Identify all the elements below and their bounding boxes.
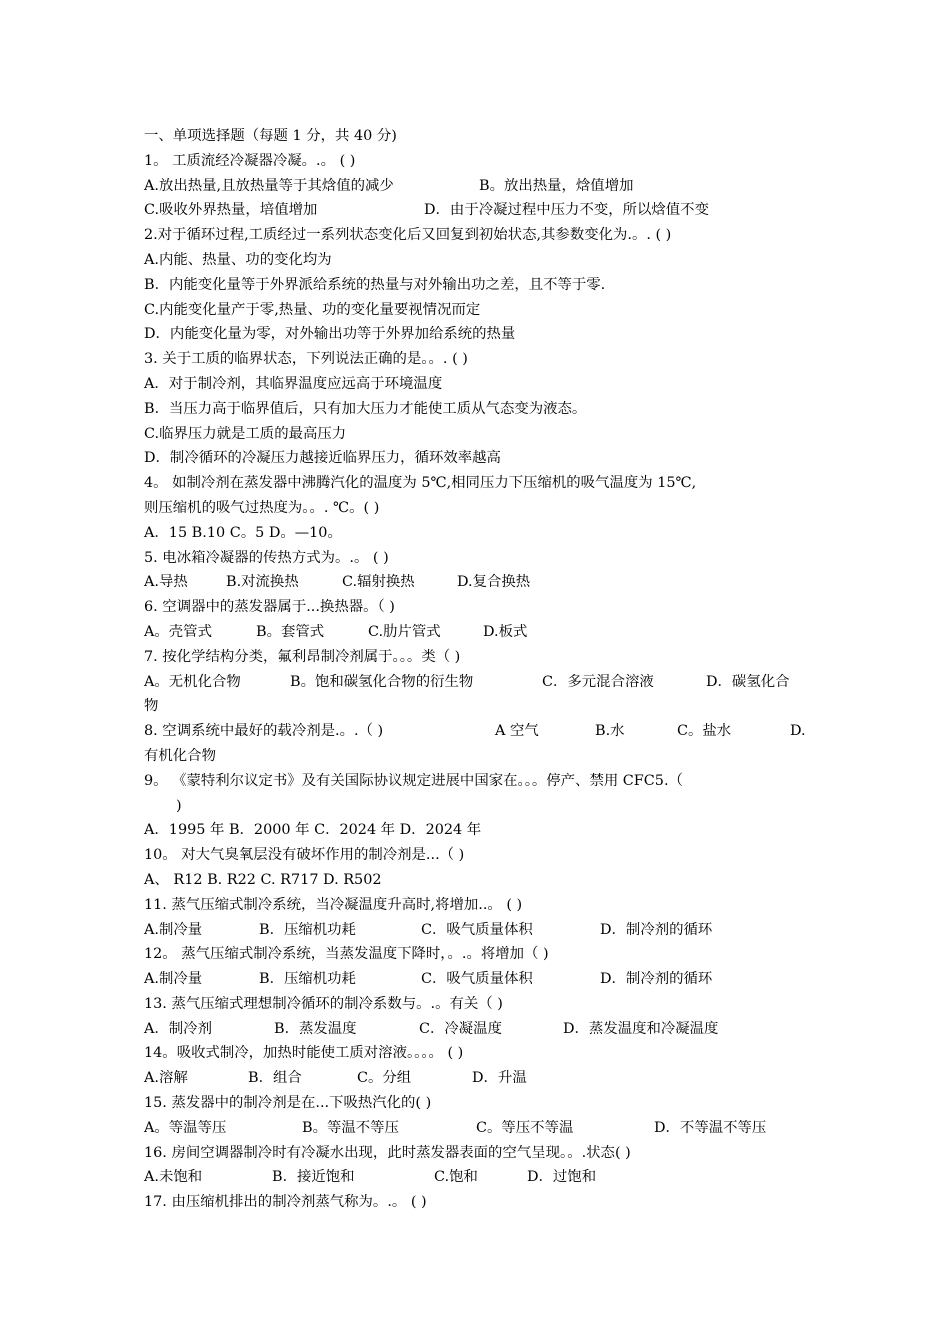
- question-15-option-a: A。等温等压: [144, 1119, 227, 1136]
- question-2-option-d: D．内能变化量为零，对外输出功等于外界加给系统的热量: [144, 326, 516, 343]
- question-16-option-b: B．接近饱和: [272, 1169, 355, 1186]
- question-5-option-c: C.辐射换热: [342, 574, 415, 591]
- question-7-option-c: C．多元混合溶液: [542, 673, 654, 690]
- question-8-option-b: B.水: [595, 723, 625, 740]
- question-14-option-d: D．升温: [472, 1070, 527, 1087]
- question-11-options: [144, 918, 816, 943]
- question-9-paren: ): [176, 797, 182, 814]
- question-12-option-b: B．压缩机功耗: [259, 971, 356, 988]
- question-1-stem: 1。 工质流经冷凝器冷凝。.。 ( ): [144, 152, 356, 169]
- question-1-option-c: C.吸收外界热量，培值增加: [144, 202, 318, 219]
- question-15-option-b: B。等温不等压: [302, 1119, 399, 1136]
- question-15-option-d: D．不等温不等压: [654, 1119, 767, 1136]
- question-6-options: [144, 620, 816, 645]
- question-8-option-d: D.: [790, 723, 806, 740]
- question-5-option-d: D.复合换热: [457, 574, 531, 591]
- question-2-option-c: C.内能变化量产于零,热量、功的变化量要视情况而定: [144, 301, 481, 318]
- question-9-stem: 9。 《蒙特利尔议定书》及有关国际协议规定进展中国家在。。。停产、禁用 CFC5.（: [144, 772, 683, 789]
- question-6-option-d: D.板式: [483, 623, 528, 640]
- question-4-options: A．15 B.10 C。5 D。—10。: [144, 524, 342, 541]
- question-7-options: [144, 670, 816, 695]
- question-4-stem-line1: 4。 如制冷剂在蒸发器中沸腾汽化的温度为 5℃,相同压力下压缩机的吸气温度为 15℃,: [144, 475, 697, 492]
- question-15-options: [144, 1116, 816, 1141]
- question-12-stem: 12。 蒸气压缩式制冷系统，当蒸发温度下降时，。.。将增加（ ): [144, 946, 549, 963]
- question-12-option-d: D．制冷剂的循环: [600, 971, 713, 988]
- question-15-option-c: C。等压不等温: [476, 1119, 574, 1136]
- question-17-stem: 17. 由压缩机排出的制冷剂蒸气称为。.。 ( ): [144, 1194, 427, 1211]
- question-8-line: [144, 719, 816, 744]
- question-8-option-c: C。盐水: [677, 723, 732, 740]
- question-8-option-d-wrap: 有机化合物: [144, 747, 216, 764]
- question-14-stem: 14。吸收式制冷，加热时能使工质对溶液。。。。 ( ): [144, 1045, 464, 1062]
- question-7-option-d: D．碳氢化合: [706, 673, 790, 690]
- question-11-option-d: D．制冷剂的循环: [600, 921, 713, 938]
- question-14-option-b: B．组合: [248, 1070, 302, 1087]
- question-13-option-c: C．冷凝温度: [419, 1020, 502, 1037]
- question-6-option-b: B。套管式: [256, 623, 325, 640]
- question-13-option-b: B．蒸发温度: [274, 1020, 357, 1037]
- question-16-option-a: A.未饱和: [144, 1169, 203, 1186]
- question-3-option-a: A．对于制冷剂，其临界温度应远高于环境温度: [144, 375, 443, 392]
- question-13-option-d: D．蒸发温度和冷凝温度: [563, 1020, 719, 1037]
- question-11-stem: 11. 蒸气压缩式制冷系统，当冷凝温度升高时,将增加..。 ( ): [144, 896, 523, 913]
- question-7-stem: 7. 按化学结构分类，氟利昂制冷剂属于。。。类（ ): [144, 648, 461, 665]
- question-16-option-d: D．过饱和: [527, 1169, 597, 1186]
- question-11-option-c: C．吸气质量体积: [421, 921, 533, 938]
- question-7-option-d-wrap: 物: [144, 698, 159, 715]
- question-6-option-c: C.肋片管式: [368, 623, 441, 640]
- question-5-options: [144, 570, 816, 595]
- question-8-stem: 8. 空调系统中最好的载冷剂是.。.（ ): [144, 723, 384, 740]
- question-15-stem: 15. 蒸发器中的制冷剂是在...下吸热汽化的( ): [144, 1095, 432, 1112]
- question-13-option-a: A．制冷剂: [144, 1020, 212, 1037]
- question-14-options: [144, 1066, 816, 1091]
- question-4-stem-line2: 则压缩机的吸气过热度为。。. ℃。( ): [144, 499, 380, 516]
- question-7-option-b: B。饱和碳氢化合物的衍生物: [290, 673, 474, 690]
- question-16-options: [144, 1165, 816, 1190]
- question-9-paren-line: [144, 794, 816, 819]
- question-11-option-a: A.制冷量: [144, 921, 203, 938]
- question-14-option-a: A.溶解: [144, 1070, 188, 1087]
- question-16-option-c: C.饱和: [434, 1169, 478, 1186]
- question-11-option-b: B．压缩机功耗: [259, 921, 356, 938]
- question-3-option-d: D．制冷循环的冷凝压力越接近临界压力，循环效率越高: [144, 450, 501, 467]
- question-12-option-c: C．吸气质量体积: [421, 971, 533, 988]
- question-1-options-ab: [144, 174, 816, 199]
- question-12-options: [144, 967, 816, 992]
- question-3-option-c: C.临界压力就是工质的最高压力: [144, 425, 347, 442]
- section-title: 一、单项选择题（每题 1 分，共 40 分): [144, 128, 397, 144]
- question-5-option-b: B.对流换热: [226, 574, 299, 591]
- question-13-options: [144, 1017, 816, 1042]
- question-8-option-a: A 空气: [495, 723, 539, 740]
- question-2-option-b: B．内能变化量等于外界派给系统的热量与对外输出功之差，且不等于零.: [144, 276, 606, 293]
- question-14-option-c: C。分组: [357, 1070, 412, 1087]
- question-3-option-b: B．当压力高于临界值后，只有加大压力才能使工质从气态变为液态。: [144, 400, 587, 417]
- question-3-stem: 3. 关于工质的临界状态，下列说法正确的是。。. ( ): [144, 351, 468, 368]
- question-7-option-a: A。无机化合物: [144, 673, 241, 690]
- question-10-options: A、 R12 B. R22 C. R717 D. R502: [144, 871, 382, 888]
- question-2-stem: 2.对于循环过程,工质经过一系列状态变化后又回复到初始状态,其参数变化为.。. ( ): [144, 227, 672, 244]
- question-1-option-d: D．由于冷凝过程中压力不变，所以焓值不变: [424, 202, 709, 219]
- question-9-options: A．1995 年 B．2000 年 C．2024 年 D．2024 年: [144, 822, 482, 839]
- question-16-stem: 16. 房间空调器制冷时有冷凝水出现，此时蒸发器表面的空气呈现。。.状态( ): [144, 1144, 631, 1161]
- question-13-stem: 13. 蒸气压缩式理想制冷循环的制冷系数与。.。有关（ ): [144, 995, 503, 1012]
- question-2-option-a: A.内能、热量、功的变化均为: [144, 251, 332, 268]
- question-5-option-a: A.导热: [144, 574, 188, 591]
- question-10-stem: 10。 对大气臭氧层没有破坏作用的制冷剂是...（ ): [144, 847, 465, 864]
- exam-page: [144, 124, 816, 1215]
- question-1-option-a: A.放出热量,且放热量等于其焓值的减少: [144, 177, 394, 194]
- question-5-stem: 5. 电冰箱冷凝器的传热方式为。.。 ( ): [144, 549, 389, 566]
- question-6-stem: 6. 空调器中的蒸发器属于...换热器。（ ): [144, 599, 395, 616]
- question-1-option-b: B。放出热量，焓值增加: [479, 177, 634, 194]
- question-1-options-cd: [144, 198, 816, 223]
- question-6-option-a: A。壳管式: [144, 623, 212, 640]
- question-12-option-a: A.制冷量: [144, 971, 203, 988]
